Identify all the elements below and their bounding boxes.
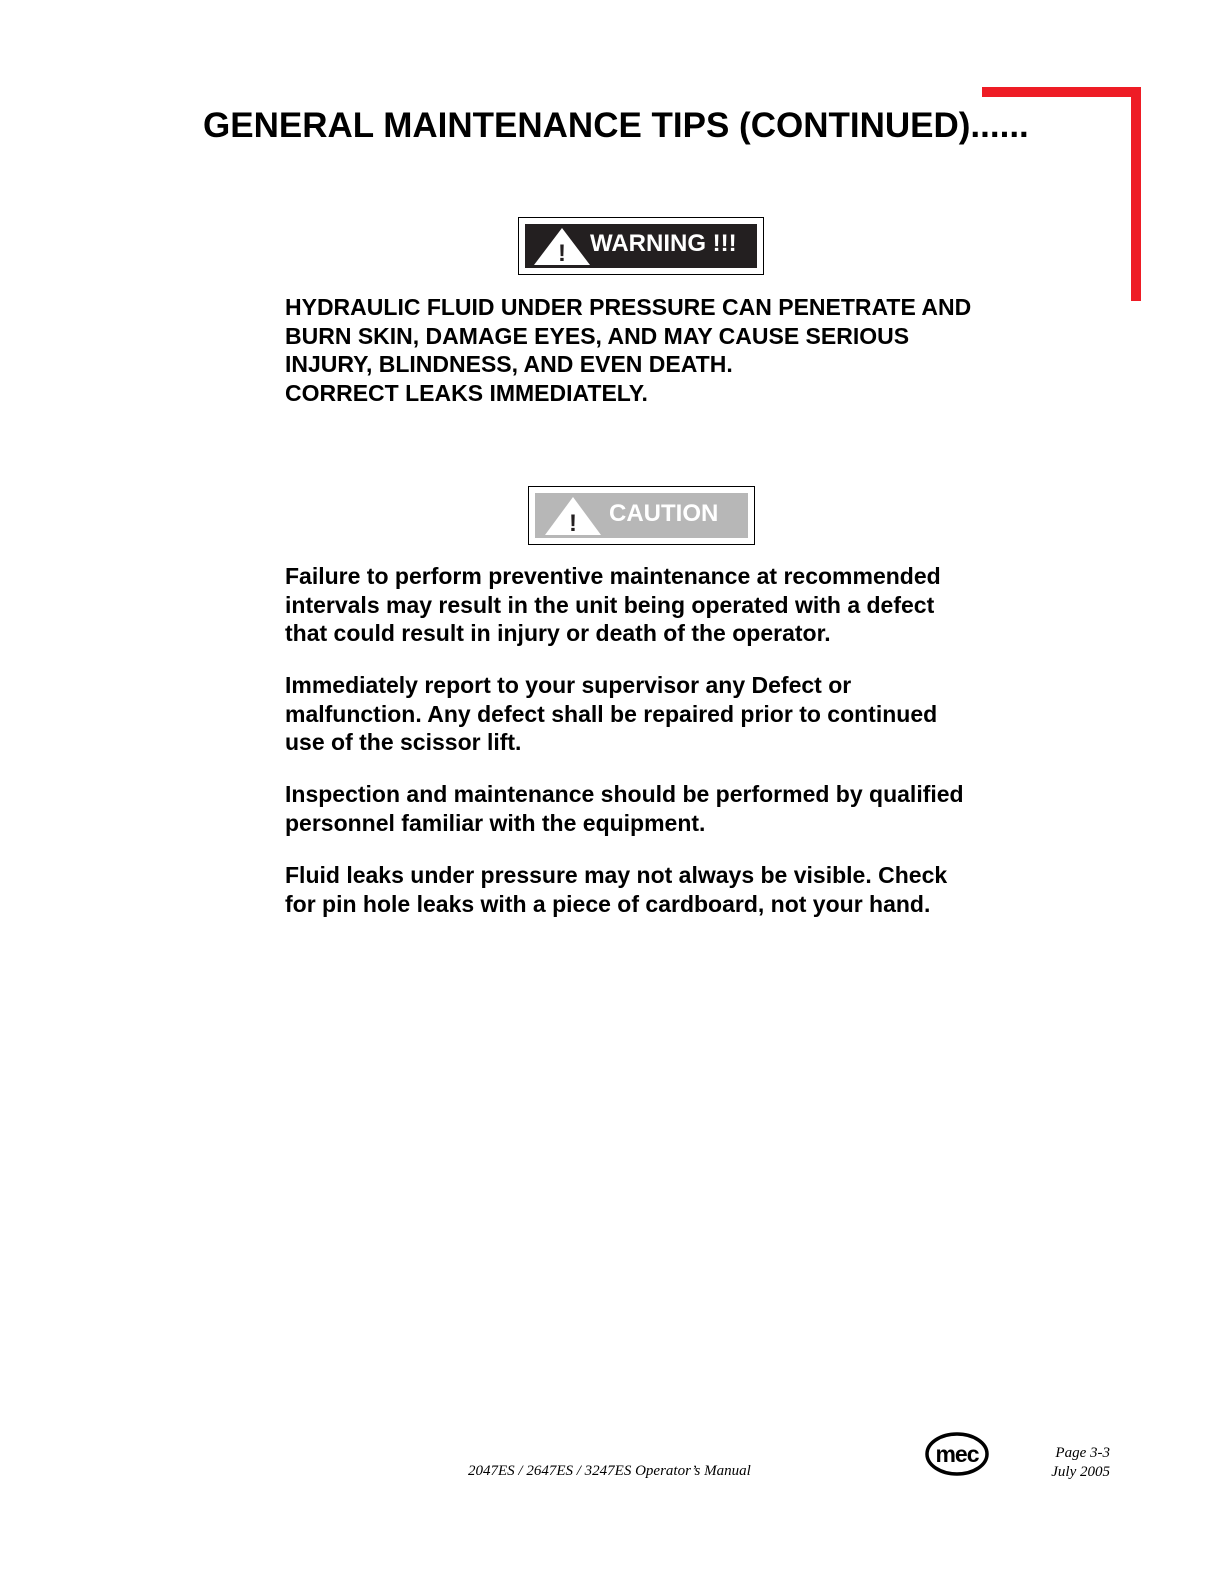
section-tab-marker-side [1131,87,1141,301]
caution-triangle-icon [543,495,603,536]
caution-line: personnel familiar with the equipment. [285,809,706,836]
page-title: GENERAL MAINTENANCE TIPS (CONTINUED)...... [203,106,1029,145]
caution-line: use of the scissor lift. [285,729,522,755]
caution-label: CAUTION [609,500,719,527]
warning-label: WARNING !!! [590,230,737,257]
caution-line: malfunction. Any defect shall be repaired prior to continued [285,700,938,727]
caution-line: Inspection and maintenance should be performed by qualified [285,781,964,807]
caution-paragraph [285,861,947,918]
caution-line: intervals may result in the unit being operated with a defect [285,591,935,618]
footer-page-info [1030,1444,1110,1482]
warning-line: INJURY, BLINDNESS, AND EVEN DEATH. [285,351,733,377]
warning-triangle-icon [532,226,592,266]
caution-paragraph [285,562,941,648]
caution-line: for pin hole leaks with a piece of cardboard, not your hand. [285,890,931,917]
mec-logo-icon [924,1430,990,1478]
warning-line: HYDRAULIC FLUID UNDER PRESSURE CAN PENETRATE AND [285,294,972,320]
caution-paragraph [285,780,964,837]
svg-text:mec: mec [935,1441,979,1467]
caution-line: that could result in injury or death of the operator. [285,620,831,646]
warning-icon-mark: ! [558,240,566,266]
caution-line: Fluid leaks under pressure may not always be visible. Check [285,862,948,888]
caution-line: Failure to perform preventive maintenance at recommended [285,563,941,589]
footer-manual-title: 2047ES / 2647ES / 3247ES Operator’s Manual [468,1463,751,1479]
caution-icon-mark: ! [569,510,577,536]
publication-date: July 2005 [1051,1464,1110,1480]
warning-line: CORRECT LEAKS IMMEDIATELY. [285,379,648,406]
page-number: Page 3-3 [1055,1445,1110,1461]
caution-line: Immediately report to your supervisor any Defect or [285,672,852,698]
warning-line: BURN SKIN, DAMAGE EYES, AND MAY CAUSE SERIOUS [285,322,910,349]
warning-text [285,293,971,407]
caution-banner [528,486,755,545]
section-tab-marker-top [982,87,1141,97]
warning-banner-inner [525,224,757,268]
warning-banner [518,217,764,275]
caution-banner-inner [535,493,748,538]
caution-paragraph [285,671,937,757]
